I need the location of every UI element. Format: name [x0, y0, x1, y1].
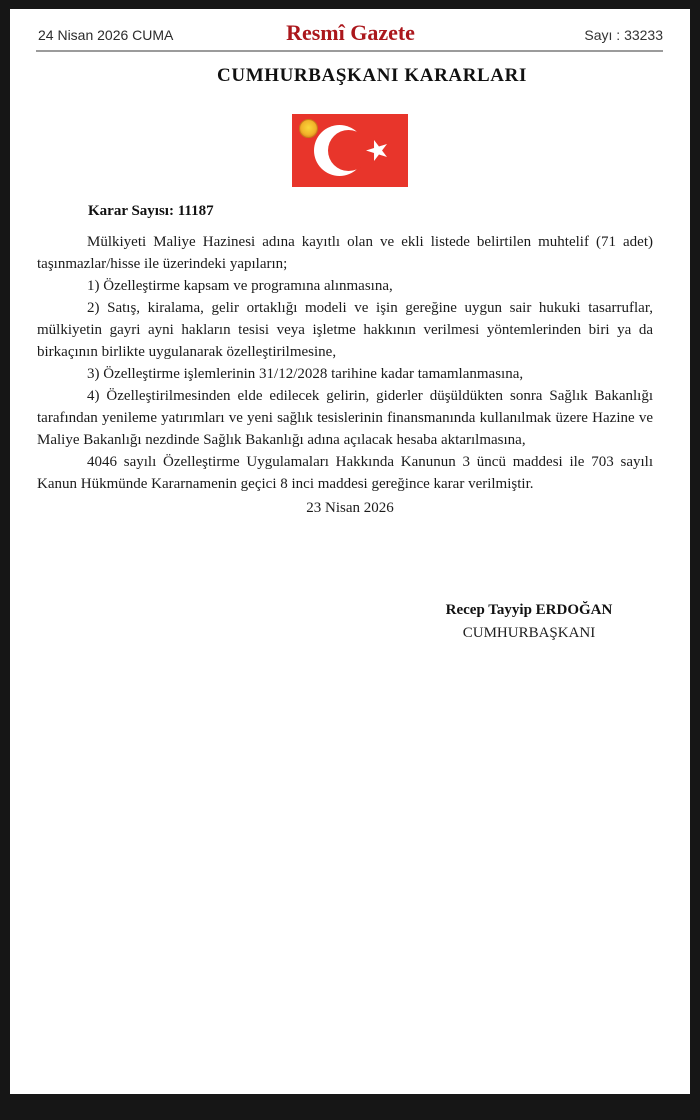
screenshot-root — [0, 9, 700, 1120]
gazette-header — [10, 9, 690, 45]
gazette-date: 24 Nisan 2026 CUMA — [38, 27, 174, 43]
header-divider — [36, 50, 663, 52]
presidential-seal-icon — [299, 119, 318, 138]
decision-body — [37, 231, 653, 495]
gazette-masthead: Resmî Gazete — [286, 20, 415, 45]
gazette-issue-number: Sayı : 33233 — [584, 27, 664, 43]
gazette-page — [10, 9, 690, 1094]
section-title: CUMHURBAŞKANI KARARLARI — [217, 65, 527, 86]
signature-block — [404, 602, 654, 642]
decision-paragraph-item-4: 4) Özelleştirilmesinden elde edilecek gelirin, giderler düşüldükten sonra Sağlık Bakanlığı tarafından yenileme yatırımları ve yeni sağlık tesislerinin finansmanında kullanılmak üzere Hazine ve Maliye Bakanlığı nezdinde Sağlık Bakanlığı adına açılacak hesaba aktarılmasına, — [37, 388, 653, 448]
signatory-name: Recep Tayyip ERDOĞAN — [445, 602, 613, 618]
decision-number: Karar Sayısı: 11187 — [88, 203, 214, 219]
decision-paragraph-intro: Mülkiyeti Maliye Hazinesi adına kayıtlı olan ve ekli listede belirtilen muhtelif (71 adet) taşınmazlar/hisse ile üzerindeki yapıların; — [37, 234, 653, 272]
decision-paragraph-item-1: 1) Özelleştirme kapsam ve programına alınmasına, — [87, 278, 393, 294]
turkish-flag — [292, 114, 408, 187]
signatory-title: CUMHURBAŞKANI — [462, 625, 596, 641]
decision-date: 23 Nisan 2026 — [306, 500, 394, 516]
decision-paragraph-item-2: 2) Satış, kiralama, gelir ortaklığı modeli ve işin gereğine uygun sair hukuki tasarruflar, mülkiyetin gayri ayni hakların tesisi veya işletme hakkının verilmesi yöntemlerinden biri ya da birkaçının birlikte uygulanarak özelleştirilmesine, — [37, 300, 653, 360]
decision-paragraph-item-3: 3) Özelleştirme işlemlerinin 31/12/2028 tarihine kadar tamamlanmasına, — [87, 366, 524, 382]
decision-paragraph-closing: 4046 sayılı Özelleştirme Uygulamaları Hakkında Kanunun 3 üncü maddesi ile 703 sayılı Kanun Hükmünde Kararnamenin geçici 8 inci maddesi gereğince karar verilmiştir. — [37, 454, 653, 492]
star-icon — [366, 140, 387, 161]
crescent-cutout — [328, 130, 369, 171]
